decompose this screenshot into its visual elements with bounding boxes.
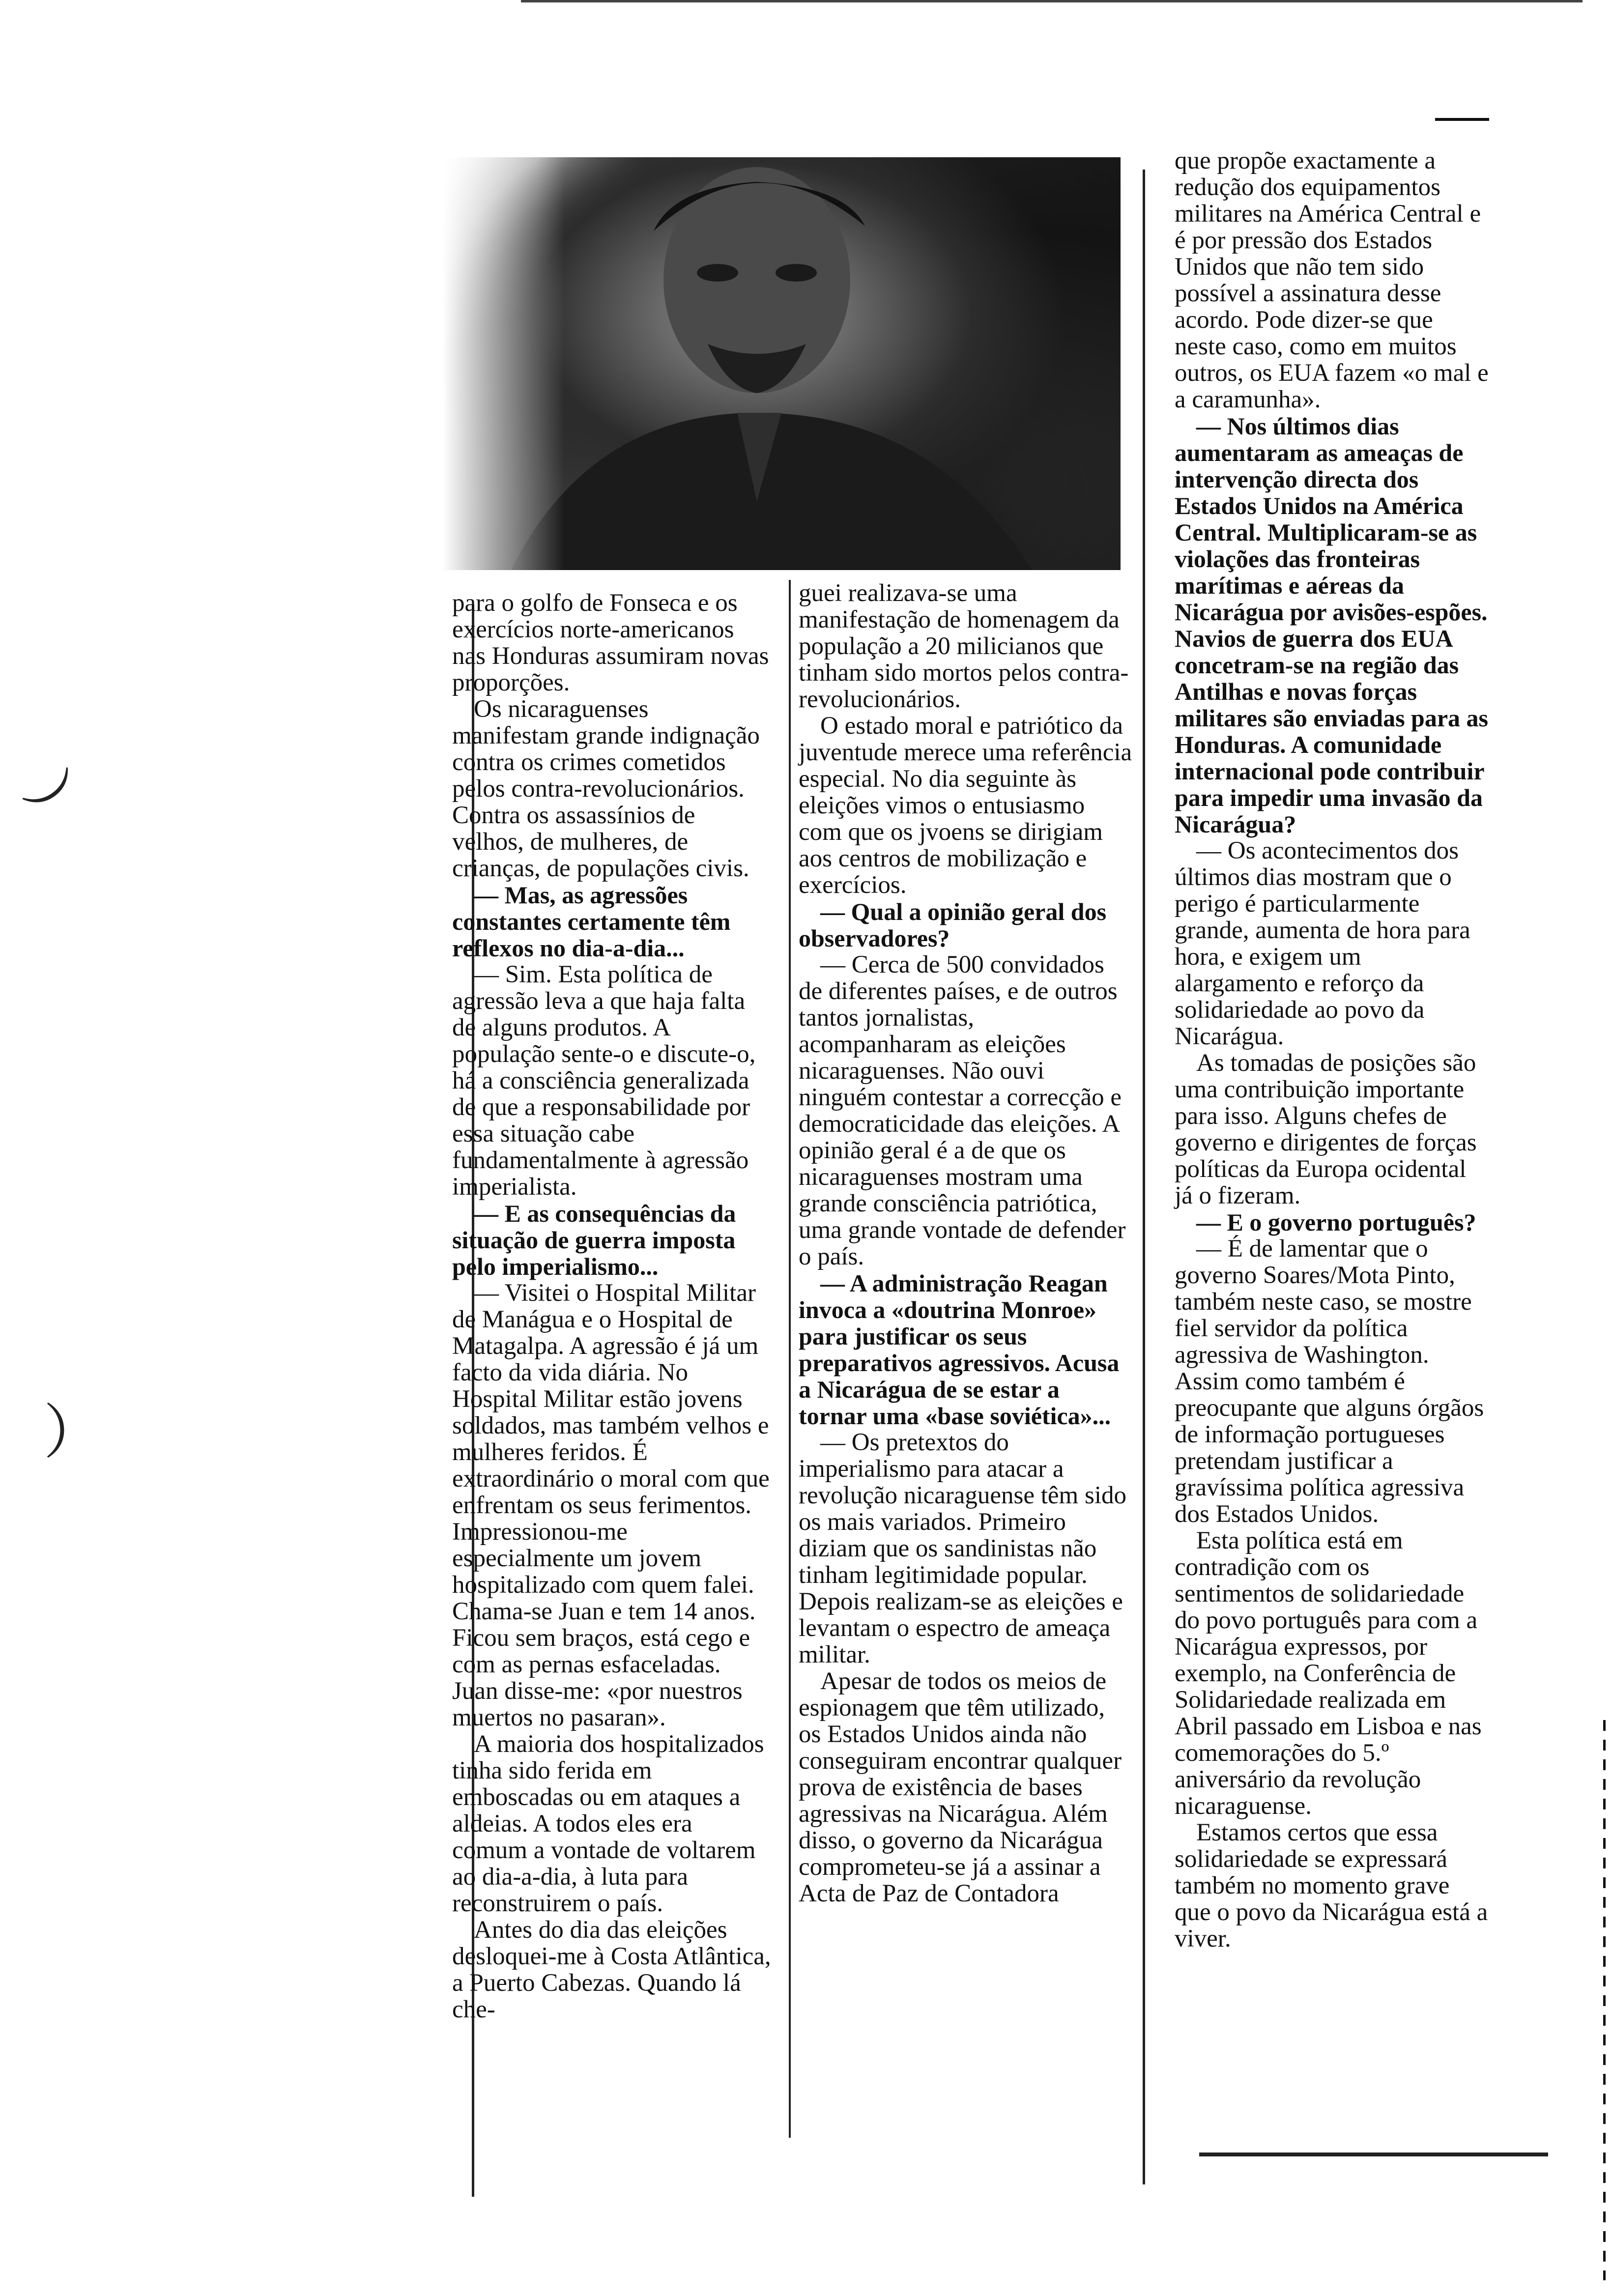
paragraph: que propõe exactamente a redução dos equipamentos militares na América Central e é por pressão dos Estados Unidos que não tem sido possível a assinatura desse acordo. Pode dizer-se que neste caso, como em muitos outros, os EUA fazem «o mal e a caramunha».: [1175, 147, 1489, 413]
column-divider: [1143, 170, 1145, 2184]
paragraph: A maioria dos hospitalizados tinha sido ferida em emboscadas ou em ataques a aldeias. A todos eles era comum a vontade de voltarem ao dia-a-dia, à luta para reconstruirem o país.: [452, 1730, 764, 1917]
paragraph: para o golfo de Fonseca e os exercícios norte-americanos nas Honduras assumiram novas proporções.: [452, 589, 769, 696]
paragraph: Antes do dia das eleições desloquei-me à Costa Atlântica, a Puerto Cabezas. Quando lá che-: [452, 1916, 771, 2023]
interview-question: — Mas, as agressões constantes certamente têm reflexos no dia-a-dia...: [452, 881, 731, 962]
paragraph: Apesar de todos os meios de espionagem que têm utilizado, os Estados Unidos ainda não conseguiram encontrar qualquer prova de existência de bases agressivas na Nicarágua. Além disso, o governo da Nicarágua comprometeu-se já a assinar a Acta de Paz de Contadora: [799, 1667, 1122, 1907]
interview-answer: — É de lamentar que o governo Soares/Mota Pinto, também neste caso, se mostre fiel servidor da política agressiva de Washington. Assim como também é preocupante que alguns órgãos de informação portugueses pretendam justificar a gravíssima política agressiva dos Estados Unidos.: [1175, 1235, 1484, 1528]
interview-question: — A administração Reagan invoca a «doutrina Monroe» para justificar os seus preparativos agressivos. Acusa a Nicarágua de se estar a tornar uma «base soviética»...: [799, 1269, 1120, 1430]
interview-answer: — Cerca de 500 convidados de diferentes países, e de outros tantos jornalistas, acompanharam as eleições nicaraguenses. Não ouvi ninguém contestar a correcção e democraticidade das eleições. A opinião geral é a de que os nicaraguenses mostram uma grande consciência patriótica, uma grande vontade de defender o país.: [799, 951, 1126, 1270]
corner-dash: [1435, 118, 1489, 121]
paragraph: guei realizava-se uma manifestação de homenagem da população a 20 milicianos que tinham sido mortos pelos contra-revolucionários.: [799, 579, 1129, 713]
bottom-rule: [1199, 2152, 1548, 2156]
interview-question: — E as consequências da situação de guerra imposta pelo imperialismo...: [452, 1200, 736, 1280]
paragraph: Esta política está em contradição com os sentimentos de solidariedade do povo português para com a Nicarágua expressos, por exemplo, na Conferência de Solidariedade realizada em Abril passado em Lisboa e nas comemorações do 5.º aniversário da revolução nicaraguense.: [1175, 1527, 1482, 1820]
interview-question: — Nos últimos dias aumentaram as ameaças de intervenção directa dos Estados Unidos na América Central. Multiplicaram-se as violações das fronteiras marítimas e aéreas da Nicarágua por avisões-espões. Navios de guerra dos EUA concetram-se na região das Antilhas e novas forças militares são enviadas para as Honduras. A comunidade internacional pode contribuir para impedir uma invasão da Nicarágua?: [1175, 412, 1488, 838]
scan-edge-shadow: [1603, 1720, 1606, 2280]
article-column-3: [1175, 147, 1489, 1952]
interview-question: — Qual a opinião geral dos observadores?: [799, 898, 1107, 952]
paragraph: Estamos certos que essa solidariedade se expressará também no momento grave que o povo da Nicarágua está a viver.: [1175, 1819, 1488, 1952]
interview-answer: — Os pretextos do imperialismo para atacar a revolução nicaraguense têm sido os mais variados. Primeiro diziam que os sandinistas não tinham legitimidade popular. Depois realizam-se as eleições e levantam o espectro de ameaça militar.: [799, 1429, 1126, 1668]
interview-question: — E o governo português?: [1196, 1208, 1476, 1236]
paragraph: O estado moral e patriótico da juventude merece uma referência especial. No dia seguinte às eleições vimos o entusiasmo com que os jvoens se dirigiam aos centros de mobilização e exercícios.: [799, 712, 1132, 899]
interview-answer: — Visitei o Hospital Militar de Manágua e o Hospital de Matagalpa. A agressão é já um facto da vida diária. No Hospital Militar estão jovens soldados, mas também velhos e mulheres feridos. É extraordinário o moral com que enfrentam os seus ferimentos. Impressionou-me especialmente um jovem hospitalizado com quem falei. Chama-se Juan e tem 14 anos. Ficou sem braços, está cego e com as pernas esfaceladas. Juan disse-me: «por nuestros muertos no pasaran».: [452, 1279, 770, 1731]
portrait-photo: [442, 157, 1121, 570]
article-column-1: [452, 590, 772, 2023]
interview-answer: — Os acontecimentos dos últimos dias mostram que o perigo é particularmente grande, aumenta de hora para hora, e exigem um alargamento e reforço da solidariedade ao povo da Nicarágua.: [1175, 837, 1470, 1050]
punch-hole-mark-icon: ︶: [17, 761, 105, 851]
interview-answer: — Sim. Esta política de agressão leva a que haja falta de alguns produtos. A população sente-o e discute-o, há a consciência generalizada de que a responsabilidade por essa situação cabe fundamentalmente à agressão imperialista.: [452, 961, 756, 1201]
punch-hole-mark-icon: ︶: [41, 1401, 110, 1460]
paragraph: Os nicaraguenses manifestam grande indignação contra os crimes cometidos pelos contra-revolucionários. Contra os assassínios de velhos, de mulheres, de crianças, de populações civis.: [452, 695, 760, 882]
column-divider: [789, 580, 791, 2138]
portrait-illustration-icon: [442, 157, 1121, 570]
article-column-2: [799, 580, 1133, 1907]
top-rule: [521, 0, 1583, 2]
paragraph: As tomadas de posições são uma contribuição importante para isso. Alguns chefes de governo e dirigentes de forças políticas da Europa ocidental já o fizeram.: [1175, 1049, 1477, 1209]
